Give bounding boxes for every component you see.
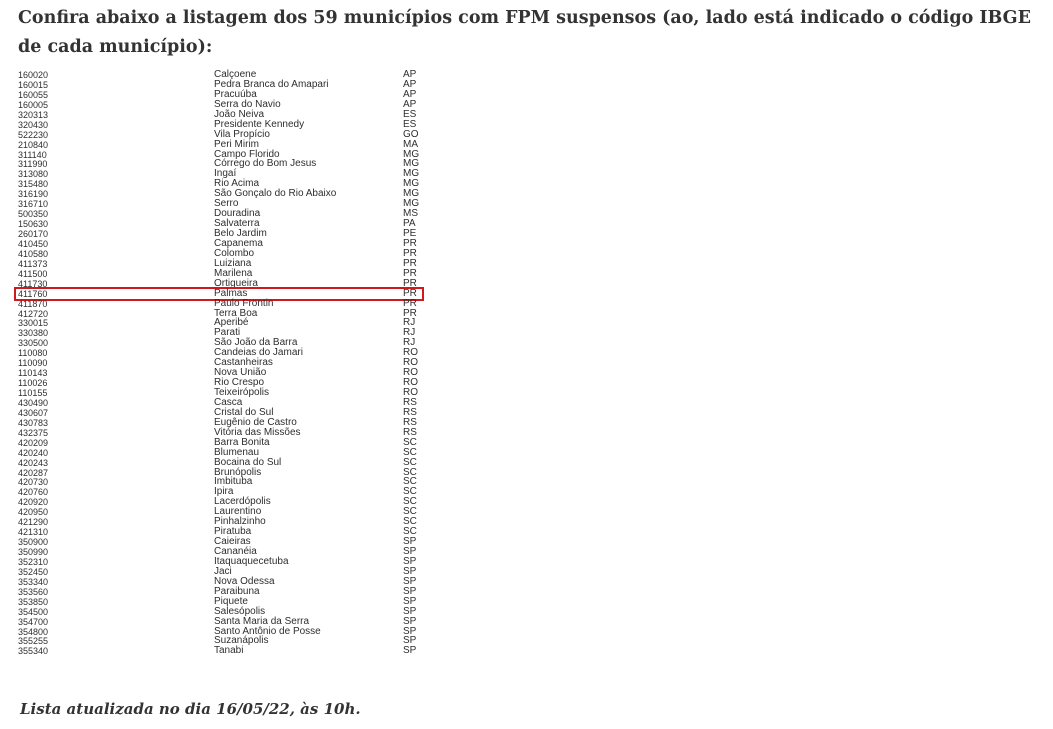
municipality-name: Cristal do Sul bbox=[214, 406, 274, 418]
municipality-name: Santa Maria da Serra bbox=[214, 615, 310, 627]
ibge-code: 260170 bbox=[18, 229, 49, 239]
municipality-name: Ingaí bbox=[214, 168, 237, 180]
ibge-code: 410580 bbox=[18, 248, 49, 259]
state-code: SP bbox=[403, 595, 417, 607]
state-code: RO bbox=[403, 367, 418, 379]
municipality-name: Campo Florido bbox=[214, 148, 280, 160]
state-code: PR bbox=[403, 297, 417, 309]
ibge-code: 411373 bbox=[18, 258, 48, 269]
state-code: SC bbox=[403, 496, 417, 508]
ibge-code: 411760 bbox=[18, 288, 48, 299]
municipality-name: Terra Boa bbox=[214, 307, 258, 319]
ibge-code: 411870 bbox=[18, 298, 48, 309]
municipality-name: Bocaina do Sul bbox=[214, 456, 282, 468]
municipality-name: Lacerdópolis bbox=[214, 496, 271, 508]
ibge-code: 320430 bbox=[18, 119, 49, 130]
municipality-name: João Neiva bbox=[214, 108, 265, 120]
state-code: SP bbox=[403, 615, 417, 627]
municipality-name: Colombo bbox=[214, 247, 255, 259]
state-code: SC bbox=[403, 526, 417, 538]
state-code: SC bbox=[403, 476, 417, 488]
municipality-name: Casca bbox=[214, 396, 243, 408]
state-code: RS bbox=[403, 406, 417, 418]
municipality-name: Córrego do Bom Jesus bbox=[214, 158, 317, 170]
state-code: PR bbox=[403, 257, 417, 269]
municipality-name: Imbituba bbox=[214, 476, 253, 488]
state-code: RS bbox=[403, 426, 417, 438]
ibge-code: 352450 bbox=[18, 566, 49, 577]
municipality-name: São João da Barra bbox=[214, 337, 298, 349]
municipality-name: São Gonçalo do Rio Abaixo bbox=[214, 188, 337, 200]
state-code: SC bbox=[403, 446, 417, 458]
ibge-code: 432375 bbox=[18, 427, 49, 438]
ibge-code: 421310 bbox=[18, 527, 49, 538]
ibge-code: 430607 bbox=[18, 407, 49, 418]
municipality-name: Cananéia bbox=[214, 546, 257, 557]
state-code: MG bbox=[403, 168, 420, 180]
municipality-name: Candeias do Jamari bbox=[214, 347, 303, 359]
municipality-name: Caieiras bbox=[214, 536, 251, 548]
state-code: GO bbox=[403, 128, 419, 140]
ibge-code: 411730 bbox=[18, 278, 48, 289]
state-code: RJ bbox=[403, 327, 416, 339]
ibge-code: 315480 bbox=[18, 179, 49, 190]
ibge-code: 210840 bbox=[18, 139, 49, 150]
state-code: AP bbox=[403, 69, 417, 80]
municipality-name: Pinhalzinho bbox=[214, 516, 266, 528]
ibge-code: 313080 bbox=[18, 169, 49, 180]
municipality-name: Paulo Frontin bbox=[214, 297, 274, 309]
state-code: AP bbox=[403, 98, 417, 110]
ibge-code: 420760 bbox=[18, 487, 49, 498]
municipality-name: Jaci bbox=[214, 565, 232, 577]
ibge-code: 353560 bbox=[18, 586, 49, 597]
ibge-code: 353850 bbox=[18, 596, 49, 607]
state-code: SP bbox=[403, 605, 417, 617]
ibge-code: 352310 bbox=[18, 556, 49, 567]
state-code: SC bbox=[403, 516, 417, 528]
state-code: RS bbox=[403, 416, 417, 428]
state-code: SC bbox=[403, 436, 417, 448]
municipality-name: Aperibé bbox=[214, 317, 249, 329]
ibge-code: 411500 bbox=[18, 268, 48, 279]
ibge-code: 410450 bbox=[18, 238, 49, 249]
ibge-code: 330380 bbox=[18, 328, 49, 339]
municipality-name: Piratuba bbox=[214, 526, 252, 538]
state-code: SP bbox=[403, 546, 417, 557]
municipality-name: Piquete bbox=[214, 595, 248, 607]
municipality-name: Laurentino bbox=[214, 506, 262, 518]
municipality-name: Nova União bbox=[214, 367, 267, 379]
ibge-code: 420950 bbox=[18, 507, 49, 518]
state-code: MG bbox=[403, 178, 420, 190]
state-code: MG bbox=[403, 148, 420, 160]
state-code: MS bbox=[403, 208, 418, 220]
ibge-code: 350900 bbox=[18, 537, 49, 548]
ibge-code: 412720 bbox=[18, 308, 49, 319]
municipality-name: Teixeirópolis bbox=[214, 387, 270, 398]
municipality-name: Presidente Kennedy bbox=[214, 118, 305, 130]
state-code: MA bbox=[403, 138, 418, 150]
update-note: Lista atualizada no dia 16/05/22, às 10h. bbox=[20, 700, 361, 718]
municipality-name: Rio Acima bbox=[214, 178, 260, 190]
ibge-code: 500350 bbox=[18, 209, 49, 220]
state-code: SC bbox=[403, 506, 417, 518]
ibge-code: 160005 bbox=[18, 99, 49, 110]
state-code: PR bbox=[403, 267, 417, 279]
state-code: AP bbox=[403, 88, 417, 100]
state-code: PR bbox=[403, 287, 417, 299]
ibge-code: 421290 bbox=[18, 517, 49, 528]
ibge-code: 420920 bbox=[18, 497, 49, 508]
municipality-table bbox=[18, 70, 428, 656]
state-code: PR bbox=[403, 237, 417, 249]
state-code: SP bbox=[403, 565, 417, 577]
ibge-code: 110026 bbox=[18, 378, 48, 389]
state-code: SC bbox=[403, 486, 417, 498]
municipality-name: Vitória das Missões bbox=[214, 426, 301, 438]
table-row bbox=[18, 646, 428, 656]
state-code: PE bbox=[403, 228, 417, 239]
ibge-code: 522230 bbox=[18, 129, 49, 140]
ibge-code: 350990 bbox=[18, 547, 49, 557]
municipality-name: Capanema bbox=[214, 237, 263, 249]
ibge-code: 150630 bbox=[18, 219, 49, 230]
ibge-code: 110080 bbox=[18, 348, 48, 359]
state-code: RO bbox=[403, 387, 418, 398]
municipality-name: Blumenau bbox=[214, 446, 260, 458]
municipality-name: Douradina bbox=[214, 208, 261, 220]
municipality-name: Ortigueira bbox=[214, 277, 258, 289]
municipality-name: Pracuúba bbox=[214, 88, 257, 100]
municipality-name: Peri Mirim bbox=[214, 138, 259, 150]
municipality-name: Marilena bbox=[214, 267, 253, 279]
municipality-name: Paraibuna bbox=[214, 585, 260, 597]
municipality-name: Pedra Branca do Amapari bbox=[214, 78, 329, 90]
municipality-name: Luiziana bbox=[214, 257, 252, 269]
municipality-name: Santo Antônio de Posse bbox=[214, 625, 321, 637]
state-code: RS bbox=[403, 396, 417, 408]
table-row bbox=[18, 299, 428, 309]
state-code: MG bbox=[403, 158, 420, 170]
state-code: SP bbox=[403, 635, 417, 647]
municipality-name: Serro bbox=[214, 198, 239, 210]
ibge-code: 420287 bbox=[18, 467, 49, 478]
municipality-name: Nova Odessa bbox=[214, 575, 275, 587]
ibge-code: 311140 bbox=[18, 149, 47, 160]
state-code: RJ bbox=[403, 337, 416, 349]
ibge-code: 110155 bbox=[18, 388, 48, 398]
municipality-name: Suzanápolis bbox=[214, 635, 269, 647]
ibge-code: 420243 bbox=[18, 457, 49, 468]
municipality-name: Vila Propício bbox=[214, 128, 270, 140]
ibge-code: 354800 bbox=[18, 626, 49, 637]
ibge-code: 354500 bbox=[18, 606, 49, 617]
ibge-code: 311990 bbox=[18, 159, 48, 170]
state-code: RJ bbox=[403, 317, 416, 329]
municipality-name: Castanheiras bbox=[214, 357, 273, 369]
state-code: PR bbox=[403, 277, 417, 289]
ibge-code: 320313 bbox=[18, 109, 49, 120]
ibge-code: 160055 bbox=[18, 89, 49, 100]
state-code: AP bbox=[403, 78, 417, 90]
ibge-code: 316710 bbox=[18, 199, 49, 210]
ibge-code: 160015 bbox=[18, 79, 49, 90]
state-code: RO bbox=[403, 377, 418, 389]
ibge-code: 110143 bbox=[18, 368, 48, 379]
ibge-code: 353340 bbox=[18, 576, 49, 587]
state-code: SP bbox=[403, 625, 417, 637]
ibge-code: 420730 bbox=[18, 477, 49, 488]
municipality-name: Brunópolis bbox=[214, 466, 262, 478]
state-code: SP bbox=[403, 645, 417, 657]
intro-paragraph: Confira abaixo a listagem dos 59 municípios com FPM suspensos (ao, lado está indicado o código IBGE de cada município): bbox=[18, 8, 1031, 57]
ibge-code: 430783 bbox=[18, 417, 49, 428]
municipality-name: Belo Jardim bbox=[214, 228, 267, 239]
ibge-code: 355255 bbox=[18, 636, 49, 647]
ibge-code: 316190 bbox=[18, 189, 49, 200]
ibge-code: 420240 bbox=[18, 447, 49, 458]
municipality-name: Parati bbox=[214, 327, 241, 339]
state-code: SP bbox=[403, 585, 417, 597]
state-code: RO bbox=[403, 357, 418, 369]
state-code: SP bbox=[403, 555, 417, 567]
municipality-name: Calçoene bbox=[214, 69, 257, 80]
municipality-name: Salesópolis bbox=[214, 605, 266, 617]
municipality-name: Barra Bonita bbox=[214, 436, 270, 448]
municipality-name: Serra do Navio bbox=[214, 98, 281, 110]
municipality-name: Rio Crespo bbox=[214, 377, 265, 389]
ibge-code: 420209 bbox=[18, 437, 49, 448]
table-row bbox=[18, 458, 428, 468]
state-code: MG bbox=[403, 198, 420, 210]
state-code: SC bbox=[403, 456, 417, 468]
municipality-name: Eugênio de Castro bbox=[214, 416, 297, 428]
state-code: PA bbox=[403, 218, 416, 230]
ibge-code: 430490 bbox=[18, 397, 49, 408]
state-code: MG bbox=[403, 188, 420, 200]
municipality-name: Ipira bbox=[214, 486, 234, 498]
table-row bbox=[18, 617, 428, 627]
ibge-code: 330015 bbox=[18, 318, 49, 329]
state-code: PR bbox=[403, 247, 417, 259]
state-code: ES bbox=[403, 118, 417, 130]
ibge-code: 354700 bbox=[18, 616, 49, 627]
table-row bbox=[18, 140, 428, 150]
municipality-name: Tanabi bbox=[214, 645, 244, 657]
state-code: SP bbox=[403, 575, 417, 587]
ibge-code: 355340 bbox=[18, 646, 49, 657]
state-code: RO bbox=[403, 347, 418, 359]
ibge-code: 330500 bbox=[18, 338, 49, 349]
municipality-name: Salvaterra bbox=[214, 218, 260, 230]
state-code: SC bbox=[403, 466, 417, 478]
state-code: PR bbox=[403, 307, 417, 319]
municipality-name: Palmas bbox=[214, 287, 248, 299]
state-code: ES bbox=[403, 108, 417, 120]
municipality-name: Itaquaquecetuba bbox=[214, 555, 289, 567]
state-code: SP bbox=[403, 536, 417, 548]
ibge-code: 160020 bbox=[18, 70, 49, 80]
ibge-code: 110090 bbox=[18, 358, 48, 369]
